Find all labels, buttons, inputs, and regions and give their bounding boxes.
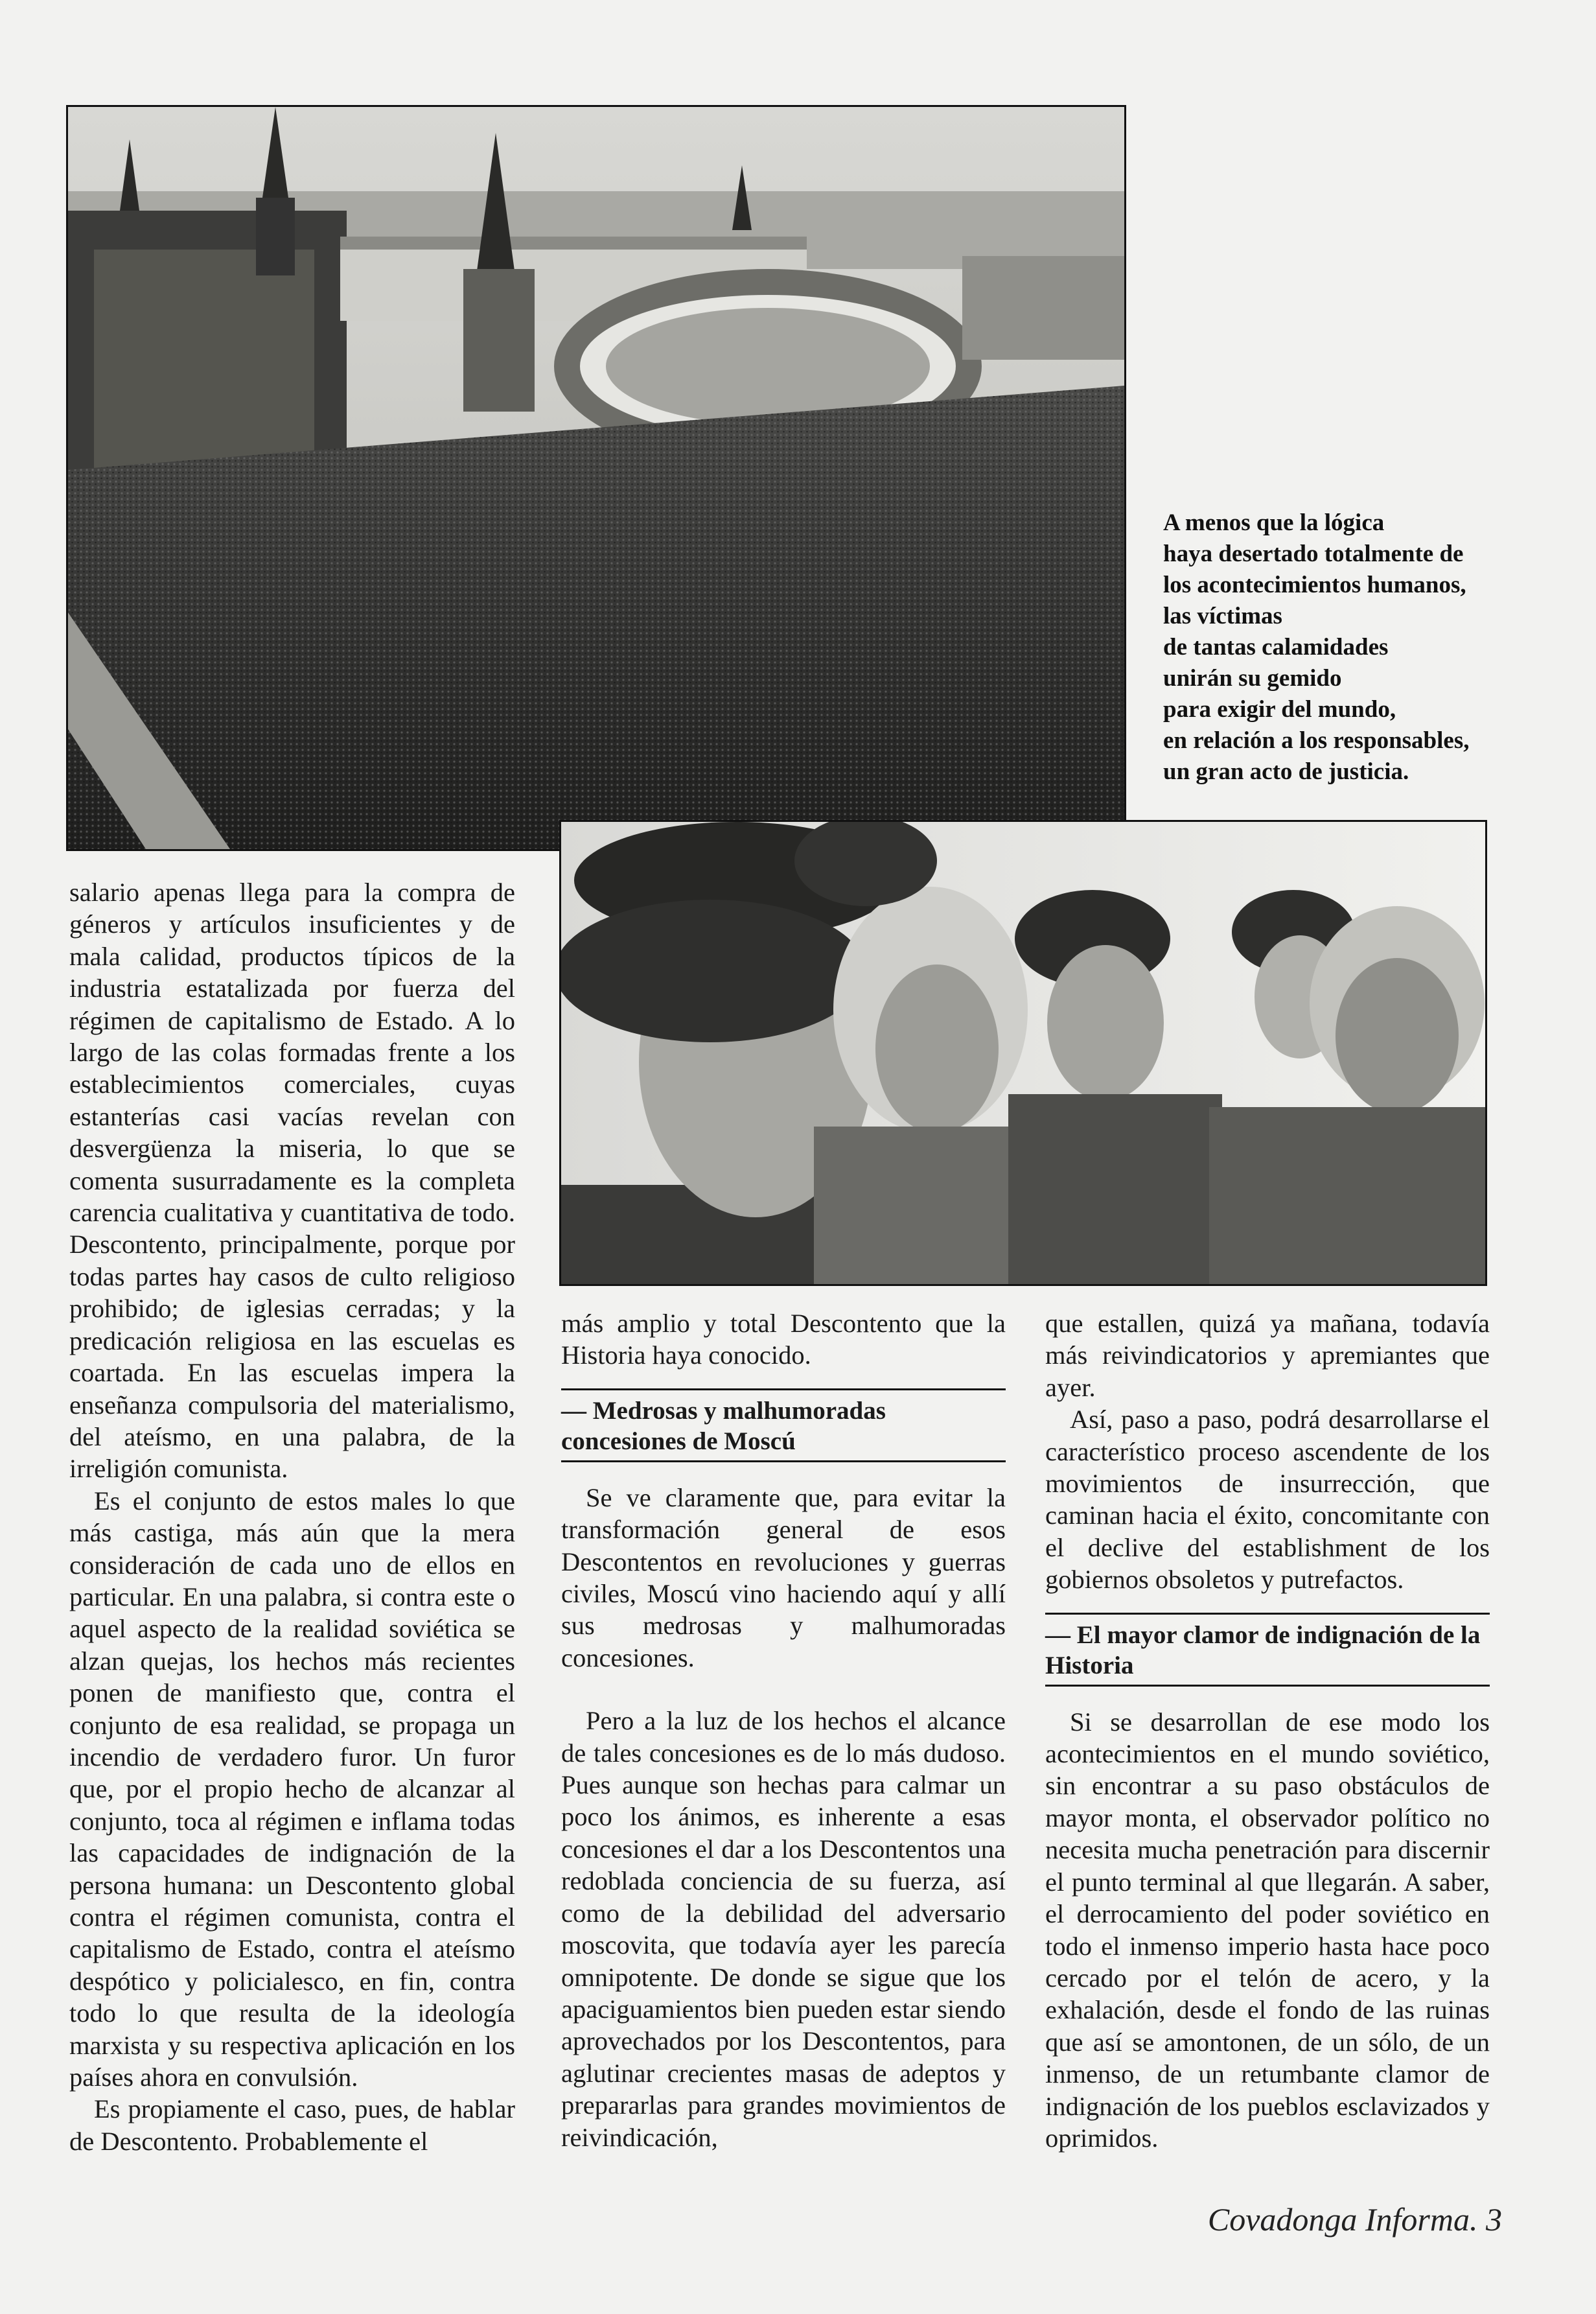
paragraph: Se ve claramente que, para evitar la transformación general de esos Descontentos en revoluciones y guerras civiles, Moscú vino haciendo aquí y allí sus medrosas y malhumoradas concesiones. bbox=[561, 1482, 1006, 1672]
caption-line: los acontecimientos humanos, bbox=[1163, 572, 1466, 598]
paragraph: Pero a la luz de los hechos el alcance de tales concesiones es de lo más dudoso. Pues aunque son hechas para calmar un poco los ánimos, es inherente a esas concesiones el dar a los Descontentos una redoblada conciencia de su fuerza, así como de la debilidad del adversario moscovita, que todavía ayer les parecía omnipotente. De donde se sigue que los apaciguamientos bien pueden estar siendo aprovechados por los Descontentos, para aglutinar crecientes masas de adeptos y prepararlas para grandes movimientos de reivindicación, bbox=[561, 1706, 1006, 2152]
caption-line: de tantas calamidades bbox=[1163, 634, 1389, 660]
paragraph: Es propiamente el caso, pues, de hablar de Descontento. Probablemente el bbox=[69, 2094, 515, 2156]
paragraph: Si se desarrollan de ese modo los acontecimientos en el mundo soviético, sin encontrar a su paso obstáculos de mayor monta, el observador político no necesita mucha penetración para discernir el punto terminal al que llegarán. A saber, el derrocamiento del poder soviético en todo el inmenso imperio hasta hace poco cercado por el telón de acero, y la exhalación, desde el fondo de las ruinas que así se amontonen, de un sólo, de un inmenso, de un retumbante clamor de indignación de los pueblos esclavizados y oprimidos. bbox=[1045, 1707, 1490, 2153]
text-column-1 bbox=[69, 876, 515, 2157]
kremlin-crowd-photo bbox=[66, 105, 1126, 851]
text-column-3 bbox=[1045, 1307, 1490, 2154]
section-heading: — Medrosas y malhumoradas concesiones de Moscú bbox=[561, 1388, 1006, 1462]
caption-line: A menos que la lógica bbox=[1163, 509, 1385, 536]
caption-line: en relación a los responsables, bbox=[1163, 727, 1470, 754]
people-fur-hats-photo bbox=[559, 820, 1487, 1286]
paragraph: más amplio y total Descontento que la Historia haya conocido. bbox=[561, 1309, 1006, 1370]
text-column-2 bbox=[561, 1307, 1006, 2153]
paragraph: que estallen, quizá ya mañana, todavía más reivindicatorios y apremiantes que ayer. bbox=[1045, 1309, 1490, 1402]
photo-caption bbox=[1163, 508, 1500, 788]
caption-line: unirán su gemido bbox=[1163, 665, 1342, 692]
paragraph: Así, paso a paso, podrá desarrollarse el característico proceso ascendente de los movimientos de insurrección, que caminan hacia el éxito, concomitante con el declive del establishment de los gobiernos obsoletos y putrefactos. bbox=[1045, 1405, 1490, 1595]
section-heading: — El mayor clamor de indignación de la Historia bbox=[1045, 1613, 1490, 1687]
caption-line: para exigir del mundo, bbox=[1163, 696, 1396, 723]
caption-line: haya desertado totalmente de bbox=[1163, 541, 1464, 567]
paragraph: salario apenas llega para la compra de géneros y artículos insuficientes y de mala calidad, productos típicos de la industria estatalizada por fuerza del régimen de capitalismo de Estado. A lo largo de las colas formadas frente a los establecimientos comerciales, cuyas estanterías casi vacías revelan con desvergüenza la miseria, lo que se comenta susurradamente es la completa carencia cualitativa y cuantitativa de todo. Descontento, principalmente, porque por todas partes hay casos de culto religioso prohibido; de iglesias cerradas; y la predicación religiosa en las escuelas es coartada. En las escuelas impera la enseñanza compulsoria del materialismo, del ateísmo, en una palabra, de la irreligión comunista. bbox=[69, 878, 515, 1484]
paragraph: Es el conjunto de estos males lo que más castiga, más aún que la mera consideración de cada uno de ellos en particular. En una palabra, si contra este o aquel aspecto de la realidad soviética se alzan quejas, los hechos más recientes ponen de manifiesto que, contra el conjunto de esa realidad, se propaga un incendio de verdadero furor. Un furor que, por el propio hecho de alcanzar al conjunto, toca al régimen e inflama todas las capacidades de indignación de la persona humana: un Descontento global contra el régimen comunista, contra el capitalismo de Estado, contra el ateísmo despótico y policialesco, en fin, contra todo lo que resulta de la ideología marxista y su respectiva aplicación en los países ahora en convulsión. bbox=[69, 1486, 515, 2092]
caption-line: las víctimas bbox=[1163, 603, 1282, 629]
caption-line: un gran acto de justicia. bbox=[1163, 758, 1409, 785]
page-footer: Covadonga Informa. 3 bbox=[1207, 2201, 1502, 2238]
